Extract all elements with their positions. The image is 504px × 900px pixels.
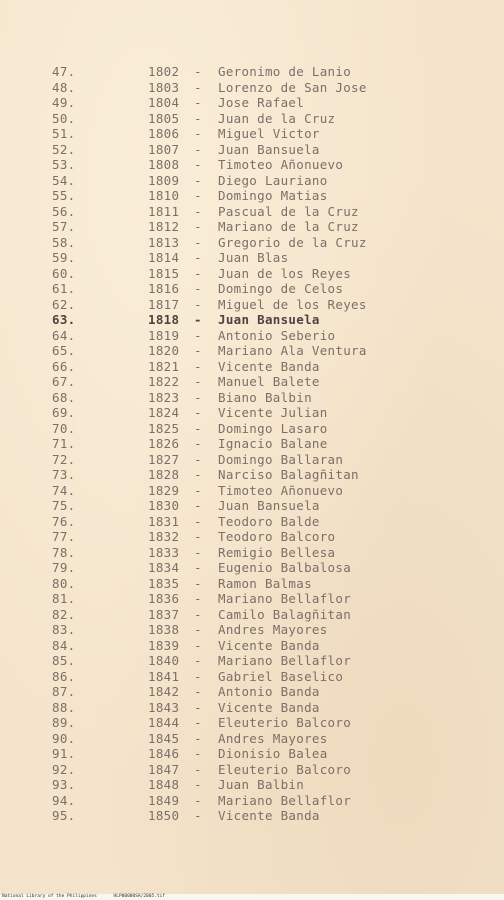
entry-name: Andres Mayores — [218, 622, 328, 637]
entry-name: Domingo Ballaran — [218, 451, 344, 467]
entry-year: 1836 — [148, 591, 180, 606]
entry-name: Vicente Banda — [218, 358, 320, 374]
entry-number: 83. — [52, 622, 76, 637]
entry-year: 1846 — [148, 746, 180, 761]
list-item — [0, 359, 504, 375]
entry-dash: - — [194, 188, 202, 203]
entry-name: Juan Bansuela — [218, 498, 320, 513]
entry-name: Domingo de Celos — [218, 281, 344, 296]
entry-year: 1813 — [148, 234, 180, 250]
list-item — [0, 111, 504, 127]
entry-name: Narciso Balagñitan — [218, 467, 359, 482]
entry-number: 67. — [52, 374, 76, 389]
list-item — [0, 762, 504, 778]
entry-dash: - — [194, 358, 202, 374]
list-item — [0, 126, 504, 142]
entry-number: 91. — [52, 746, 76, 761]
list-item — [0, 746, 504, 762]
entry-number: 77. — [52, 529, 76, 544]
list-item — [0, 467, 504, 483]
entry-number: 69. — [52, 405, 76, 420]
list-item — [0, 297, 504, 313]
entry-name: Eleuterio Balcoro — [218, 715, 352, 730]
list-item — [0, 529, 504, 545]
entry-year: 1830 — [148, 498, 180, 513]
list-item — [0, 421, 504, 437]
entry-dash: - — [194, 141, 202, 157]
entry-number: 92. — [52, 761, 76, 777]
entry-number: 56. — [52, 203, 76, 219]
entry-name: Gregorio de la Cruz — [218, 234, 367, 250]
entry-name: Jose Rafael — [218, 95, 305, 110]
entry-dash: - — [194, 157, 202, 172]
entry-year: 1818 — [148, 312, 180, 327]
entry-number: 89. — [52, 715, 76, 730]
entry-dash: - — [194, 172, 202, 188]
list-item — [0, 312, 504, 328]
entry-dash: - — [194, 95, 202, 110]
entry-dash: - — [194, 219, 202, 234]
entry-dash: - — [194, 544, 202, 560]
entry-name: Camilo Balagñitan — [218, 606, 352, 622]
list-item — [0, 793, 504, 809]
entry-dash: - — [194, 699, 202, 715]
entry-number: 52. — [52, 141, 76, 157]
entry-dash: - — [194, 64, 202, 79]
entry-dash: - — [194, 529, 202, 544]
year-name-list — [0, 64, 504, 824]
entry-year: 1808 — [148, 157, 180, 172]
list-item — [0, 328, 504, 344]
entry-number: 64. — [52, 327, 76, 343]
entry-number: 75. — [52, 498, 76, 513]
entry-number: 57. — [52, 219, 76, 234]
entry-year: 1806 — [148, 126, 180, 141]
entry-number: 58. — [52, 234, 76, 250]
entry-number: 82. — [52, 606, 76, 622]
entry-dash: - — [194, 715, 202, 730]
entry-year: 1845 — [148, 730, 180, 746]
entry-number: 60. — [52, 265, 76, 281]
entry-dash: - — [194, 467, 202, 482]
entry-dash: - — [194, 250, 202, 265]
list-item — [0, 576, 504, 592]
entry-year: 1826 — [148, 436, 180, 451]
entry-dash: - — [194, 405, 202, 420]
list-item — [0, 405, 504, 421]
entry-year: 1828 — [148, 467, 180, 482]
entry-year: 1819 — [148, 327, 180, 343]
list-item — [0, 777, 504, 793]
entry-number: 80. — [52, 575, 76, 591]
entry-name: Lorenzo de San Jose — [218, 79, 367, 95]
entry-name: Antonio Seberio — [218, 327, 336, 343]
list-item — [0, 250, 504, 266]
entry-name: Andres Mayores — [218, 730, 328, 746]
entry-number: 49. — [52, 95, 76, 110]
footer-library: National Library of the Philippines — [2, 894, 97, 899]
entry-name: Miguel Victor — [218, 126, 320, 141]
entry-year: 1821 — [148, 358, 180, 374]
entry-number: 54. — [52, 172, 76, 188]
entry-year: 1816 — [148, 281, 180, 296]
entry-year: 1848 — [148, 777, 180, 792]
entry-year: 1822 — [148, 374, 180, 389]
entry-number: 88. — [52, 699, 76, 715]
entry-number: 85. — [52, 653, 76, 668]
entry-number: 76. — [52, 513, 76, 529]
entry-dash: - — [194, 451, 202, 467]
entry-name: Teodoro Balcoro — [218, 529, 336, 544]
entry-dash: - — [194, 203, 202, 219]
entry-dash: - — [194, 808, 202, 823]
entry-dash: - — [194, 79, 202, 95]
list-item — [0, 266, 504, 282]
entry-number: 78. — [52, 544, 76, 560]
entry-name: Mariano Bellaflor — [218, 591, 352, 606]
entry-name: Vicente Banda — [218, 699, 320, 715]
entry-name: Mariano de la Cruz — [218, 219, 359, 234]
entry-name: Pascual de la Cruz — [218, 203, 359, 219]
entry-number: 79. — [52, 560, 76, 575]
entry-year: 1829 — [148, 482, 180, 498]
entry-dash: - — [194, 436, 202, 451]
entry-number: 81. — [52, 591, 76, 606]
list-item — [0, 188, 504, 204]
list-item — [0, 591, 504, 607]
entry-year: 1844 — [148, 715, 180, 730]
entry-name: Geronimo de Lanio — [218, 64, 352, 79]
entry-dash: - — [194, 591, 202, 606]
list-item — [0, 436, 504, 452]
list-item — [0, 157, 504, 173]
entry-dash: - — [194, 126, 202, 141]
entry-number: 50. — [52, 110, 76, 126]
entry-name: Ignacio Balane — [218, 436, 328, 451]
entry-year: 1810 — [148, 188, 180, 203]
entry-name: Juan de los Reyes — [218, 265, 352, 281]
entry-number: 71. — [52, 436, 76, 451]
entry-year: 1825 — [148, 420, 180, 436]
entry-year: 1847 — [148, 761, 180, 777]
entry-dash: - — [194, 684, 202, 699]
entry-name: Vicente Banda — [218, 808, 320, 823]
entry-year: 1834 — [148, 560, 180, 575]
entry-year: 1803 — [148, 79, 180, 95]
entry-number: 51. — [52, 126, 76, 141]
list-item — [0, 80, 504, 96]
entry-dash: - — [194, 777, 202, 792]
list-item — [0, 343, 504, 359]
entry-year: 1837 — [148, 606, 180, 622]
list-item — [0, 281, 504, 297]
entry-dash: - — [194, 389, 202, 405]
entry-name: Domingo Lasaro — [218, 420, 328, 436]
entry-dash: - — [194, 312, 202, 327]
entry-year: 1841 — [148, 668, 180, 684]
entry-number: 66. — [52, 358, 76, 374]
list-item — [0, 374, 504, 390]
entry-name: Manuel Balete — [218, 374, 320, 389]
entry-name: Eugenio Balbalosa — [218, 560, 352, 575]
entry-dash: - — [194, 730, 202, 746]
entry-name: Eleuterio Balcoro — [218, 761, 352, 777]
entry-name: Mariano Bellaflor — [218, 792, 352, 808]
entry-name: Biano Balbin — [218, 389, 312, 405]
entry-number: 59. — [52, 250, 76, 265]
entry-year: 1838 — [148, 622, 180, 637]
entry-year: 1835 — [148, 575, 180, 591]
entry-number: 90. — [52, 730, 76, 746]
entry-year: 1811 — [148, 203, 180, 219]
list-item — [0, 638, 504, 654]
entry-name: Antonio Banda — [218, 684, 320, 699]
entry-year: 1805 — [148, 110, 180, 126]
entry-dash: - — [194, 374, 202, 389]
entry-name: Juan Bansuela — [218, 312, 320, 327]
entry-year: 1817 — [148, 296, 180, 312]
entry-dash: - — [194, 575, 202, 591]
entry-name: Timoteo Añonuevo — [218, 482, 344, 498]
list-item — [0, 452, 504, 468]
entry-dash: - — [194, 498, 202, 513]
entry-dash: - — [194, 761, 202, 777]
entry-number: 62. — [52, 296, 76, 312]
entry-year: 1850 — [148, 808, 180, 823]
entry-number: 61. — [52, 281, 76, 296]
entry-number: 93. — [52, 777, 76, 792]
entry-number: 74. — [52, 482, 76, 498]
entry-name: Mariano Ala Ventura — [218, 343, 367, 358]
entry-dash: - — [194, 622, 202, 637]
entry-year: 1809 — [148, 172, 180, 188]
entry-number: 87. — [52, 684, 76, 699]
list-item — [0, 235, 504, 251]
entry-name: Remigio Bellesa — [218, 544, 336, 560]
entry-name: Teodoro Balde — [218, 513, 320, 529]
list-item — [0, 219, 504, 235]
list-item — [0, 622, 504, 638]
entry-name: Miguel de los Reyes — [218, 296, 367, 312]
entry-number: 86. — [52, 668, 76, 684]
list-item — [0, 142, 504, 158]
entry-year: 1842 — [148, 684, 180, 699]
entry-year: 1820 — [148, 343, 180, 358]
list-item — [0, 95, 504, 111]
entry-year: 1824 — [148, 405, 180, 420]
entry-number: 47. — [52, 64, 76, 79]
entry-name: Timoteo Añonuevo — [218, 157, 344, 172]
entry-name: Ramon Balmas — [218, 575, 312, 591]
entry-dash: - — [194, 746, 202, 761]
entry-dash: - — [194, 343, 202, 358]
list-item — [0, 483, 504, 499]
entry-name: Domingo Matias — [218, 188, 328, 203]
entry-dash: - — [194, 792, 202, 808]
entry-dash: - — [194, 296, 202, 312]
list-item — [0, 731, 504, 747]
entry-year: 1807 — [148, 141, 180, 157]
entry-name: Juan Blas — [218, 250, 289, 265]
list-item — [0, 700, 504, 716]
entry-name: Gabriel Baselico — [218, 668, 344, 684]
entry-number: 55. — [52, 188, 76, 203]
entry-dash: - — [194, 637, 202, 653]
list-item — [0, 498, 504, 514]
entry-year: 1804 — [148, 95, 180, 110]
entry-dash: - — [194, 110, 202, 126]
entry-year: 1823 — [148, 389, 180, 405]
entry-number: 63. — [52, 312, 76, 327]
entry-dash: - — [194, 281, 202, 296]
list-item — [0, 173, 504, 189]
entry-year: 1802 — [148, 64, 180, 79]
entry-year: 1815 — [148, 265, 180, 281]
entry-dash: - — [194, 265, 202, 281]
entry-dash: - — [194, 513, 202, 529]
list-item — [0, 684, 504, 700]
entry-dash: - — [194, 653, 202, 668]
list-item — [0, 64, 504, 80]
entry-number: 73. — [52, 467, 76, 482]
entry-number: 68. — [52, 389, 76, 405]
entry-year: 1833 — [148, 544, 180, 560]
entry-year: 1831 — [148, 513, 180, 529]
entry-number: 65. — [52, 343, 76, 358]
entry-dash: - — [194, 482, 202, 498]
scan-footer — [2, 894, 179, 899]
footer-file-id: HLP00000SA/2005.tif — [113, 894, 166, 899]
entry-number: 72. — [52, 451, 76, 467]
entry-name: Vicente Banda — [218, 637, 320, 653]
entry-number: 70. — [52, 420, 76, 436]
entry-number: 48. — [52, 79, 76, 95]
entry-year: 1840 — [148, 653, 180, 668]
entry-name: Juan de la Cruz — [218, 110, 336, 126]
entry-dash: - — [194, 420, 202, 436]
entry-dash: - — [194, 668, 202, 684]
list-item — [0, 514, 504, 530]
entry-number: 84. — [52, 637, 76, 653]
list-item — [0, 669, 504, 685]
list-item — [0, 653, 504, 669]
entry-year: 1812 — [148, 219, 180, 234]
entry-dash: - — [194, 234, 202, 250]
entry-year: 1827 — [148, 451, 180, 467]
list-item — [0, 204, 504, 220]
list-item — [0, 808, 504, 824]
entry-dash: - — [194, 606, 202, 622]
entry-year: 1832 — [148, 529, 180, 544]
entry-name: Dionisio Balea — [218, 746, 328, 761]
list-item — [0, 715, 504, 731]
list-item — [0, 545, 504, 561]
list-item — [0, 390, 504, 406]
entry-dash: - — [194, 560, 202, 575]
list-item — [0, 607, 504, 623]
entry-name: Diego Lauriano — [218, 172, 328, 188]
entry-year: 1839 — [148, 637, 180, 653]
entry-name: Mariano Bellaflor — [218, 653, 352, 668]
entry-name: Juan Bansuela — [218, 141, 320, 157]
entry-number: 95. — [52, 808, 76, 823]
entry-name: Juan Balbin — [218, 777, 305, 792]
entry-year: 1843 — [148, 699, 180, 715]
entry-number: 53. — [52, 157, 76, 172]
list-item — [0, 560, 504, 576]
entry-year: 1814 — [148, 250, 180, 265]
entry-name: Vicente Julian — [218, 405, 328, 420]
entry-year: 1849 — [148, 792, 180, 808]
entry-dash: - — [194, 327, 202, 343]
entry-number: 94. — [52, 792, 76, 808]
